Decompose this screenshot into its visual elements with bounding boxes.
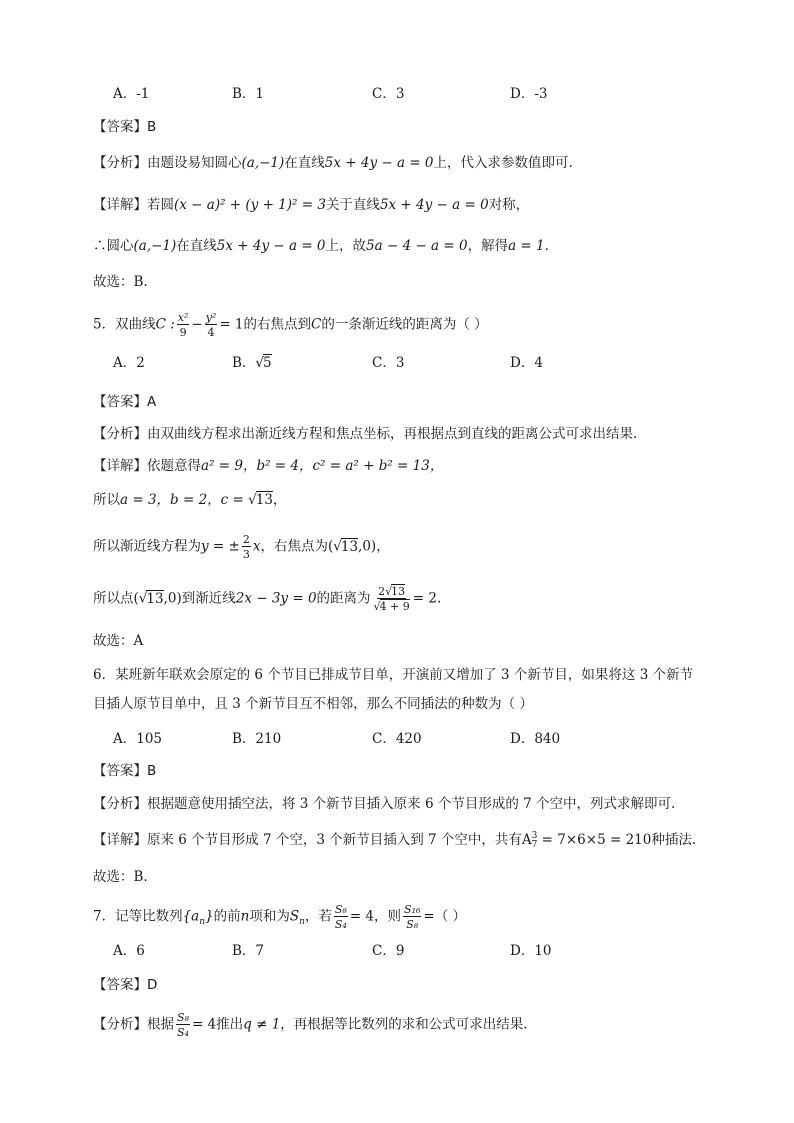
q6-detail [93,831,696,850]
q4-choice: 故选：B. [93,274,148,290]
q5-answer: 【答案】A [93,394,157,410]
text: . [544,238,549,254]
q5-choice: 故选：A [93,633,144,649]
q4-option-a: A．-1 [113,86,150,102]
text: 推出 [216,1016,244,1033]
fraction [334,904,348,930]
analysis-tag: 【分析】 [93,155,147,171]
text: ，再根据等比数列的求和公式可求出结果. [280,1016,528,1033]
math: = 4 [349,908,375,925]
q7-option-c: C．9 [372,943,405,959]
math: {a [182,908,200,925]
text: 的前 [213,908,241,925]
math: y = ± [201,538,240,555]
frac-num: 2 [242,533,250,546]
frac-num: x² [177,311,189,324]
math: = 1 [219,316,244,333]
text: 在直线 [176,238,217,254]
math: = 2. [412,590,442,607]
text: 7．记等比数列 [93,908,183,925]
text: 原来 6 个节目形成 7 个空，3 个新节目插入到 7 个空中，共有 [147,832,522,848]
math: = 4 [191,1016,217,1033]
frac-den: S₄ [334,918,347,931]
q5-analysis [93,425,637,443]
q4-step [93,237,549,255]
sqrt-sign: √ [373,600,381,613]
q6-option-d: D．840 [510,731,561,747]
sqrt-radicand: 13 [146,590,164,607]
math: a = 3，b = 2，c = [120,492,249,508]
q6-analysis [93,795,675,813]
analysis-tag: 【分析】 [93,426,147,442]
text: ，若 [304,908,332,925]
q5-step1 [93,491,286,509]
text: 依题意得 [147,458,201,474]
math: x [252,538,261,555]
q6-answer: 【答案】B [93,763,157,779]
text: ， [376,538,390,555]
q6-stem-line2: 目插人原节目单中，且 3 个新节目互不相邻，那么不同插法的种数为（ ） [93,696,533,712]
coef: 2 [378,585,386,598]
q4-detail [93,196,529,214]
text: 项和为 [249,908,290,925]
text: 上，代入求参数值即可. [433,155,573,171]
text: 的距离为 [316,590,371,607]
fraction [373,586,411,612]
math: ( [327,538,334,555]
frac-den: S₈ [406,918,419,931]
sqrt-radicand: 4 + 9 [379,600,410,613]
detail-tag: 【详解】 [93,832,147,848]
text: 根据题意使用插空法，将 3 个新节目插入原来 6 个节目形成的 7 个空中，列式求解即可. [147,796,676,812]
analysis-tag: 【分析】 [93,796,147,812]
math: 5a − 4 − a = 0 [366,238,468,254]
q7-option-b: B．7 [232,943,265,959]
text: 在直线 [284,155,325,171]
frac-num: S₈ [177,1011,189,1024]
fraction [177,312,190,338]
text: 对称， [488,197,530,213]
q6-choice: 故选：B. [93,869,148,885]
sqrt-sign: √ [138,590,148,607]
frac-den: S₄ [177,1026,189,1039]
math: (a,−1) [241,155,285,171]
sqrt-radicand: 5 [263,355,272,371]
math: ,0) [358,538,377,555]
analysis-tag: 【分析】 [93,1016,147,1033]
text: 上，故 [325,238,367,254]
math: a² = 9，b² = 4，c² = a² + b² = 13， [201,458,444,474]
q6-option-a: A．105 [113,731,163,747]
sqrt-radicand: 13 [255,492,273,508]
math: C : [155,316,175,333]
sqrt-radicand: 13 [391,585,406,598]
text: 5．双曲线 [93,316,156,333]
text: 由双曲线方程求出渐近线方程和焦点坐标，再根据点到直线的距离公式可求出结果. [147,426,638,442]
sqrt-sign: √ [385,585,393,598]
fraction [176,1012,190,1038]
text: ，解得 [467,238,509,254]
frac-num: S₁₆ [404,903,421,916]
math: 2x − 3y = 0 [235,590,317,607]
text: 的一条渐近线的距离为（ ） [321,316,488,333]
math: 5x + 4y − a = 0 [324,155,434,171]
q5-detail [93,457,443,475]
text: 若圆 [147,197,174,213]
math: = [423,908,435,925]
text: 关于直线 [325,197,380,213]
text: 所以渐近线方程为 [93,538,201,555]
text: ， [272,492,287,508]
math: 5x + 4y − a = 0 [379,197,489,213]
text: 所以 [93,492,120,508]
math: = 7×6×5 = 210 [537,832,652,848]
math: C [311,316,322,333]
text: 所以点 [93,590,134,607]
math: (a,−1) [133,238,177,254]
math: S [289,908,300,925]
detail-tag: 【详解】 [93,197,147,213]
fraction [242,534,251,560]
text: 到渐近线 [181,590,236,607]
q6-option-b: B．210 [232,731,282,747]
q5-option-a: A．2 [113,355,145,371]
q7-option-a: A．6 [113,943,145,959]
text: 根据 [147,1016,174,1033]
sqrt-sign: √ [248,492,257,508]
fraction [403,904,421,930]
frac-den: 3 [242,548,250,561]
text: ，则 [374,908,402,925]
q5-stem [93,312,488,338]
text: 种插法. [651,832,697,848]
frac-num [377,586,406,599]
frac-den: 9 [179,326,187,339]
sqrt-sign: √ [333,538,342,555]
text: 的右焦点到 [243,316,312,333]
text: 由题设易知圆心 [147,155,242,171]
q4-answer: 【答案】B [93,119,157,135]
text: ，右焦点为 [260,538,328,555]
q5-option-b [232,354,272,372]
frac-den: 4 [207,326,215,339]
math: a = 1 [508,238,545,254]
math: n [240,908,250,925]
q7-option-d: D．10 [510,943,552,959]
math: ( [133,590,139,607]
q4-analysis [93,154,573,172]
q4-option-b: B．1 [232,86,265,102]
sqrt-radicand: 13 [340,538,359,555]
perm-sub: 7 [531,839,538,850]
q5-step2 [93,534,390,560]
math: 5x + 4y − a = 0 [216,238,326,254]
q6-stem-line1: 6．某班新年联欢会原定的 6 个节目已排成节目单，开演前又增加了 3 个新节目，如果将这 3 个新节 [93,667,694,683]
math: (x − a)² + (y + 1)² = 3 [174,197,326,213]
q5-option-c: C．3 [372,355,405,371]
perm-symbol: A [521,832,532,848]
text: ∴圆心 [93,238,134,254]
fraction [205,312,218,338]
q4-option-c: C．3 [372,86,405,102]
frac-den [373,599,411,612]
q4-option-d: D．-3 [510,86,548,102]
q5-option-d: D．4 [510,355,543,371]
perm-sup: 3 [531,830,538,841]
frac-num: y² [205,311,217,324]
q6-option-c: C．420 [372,731,422,747]
option-label: B． [232,355,256,371]
math: q ≠ 1 [243,1016,281,1033]
math-sub: n [199,917,206,928]
math: ,0) [163,590,182,607]
q7-answer: 【答案】D [93,977,158,993]
q7-stem [93,904,466,931]
q7-analysis [93,1012,528,1038]
detail-tag: 【详解】 [93,458,147,474]
math: − [191,316,203,333]
sqrt-sign: √ [255,355,265,371]
text: （ ） [434,908,466,925]
math-sub: n [299,917,305,928]
frac-num: S₈ [334,903,347,916]
math: } [205,908,214,925]
q5-step3 [93,586,441,612]
